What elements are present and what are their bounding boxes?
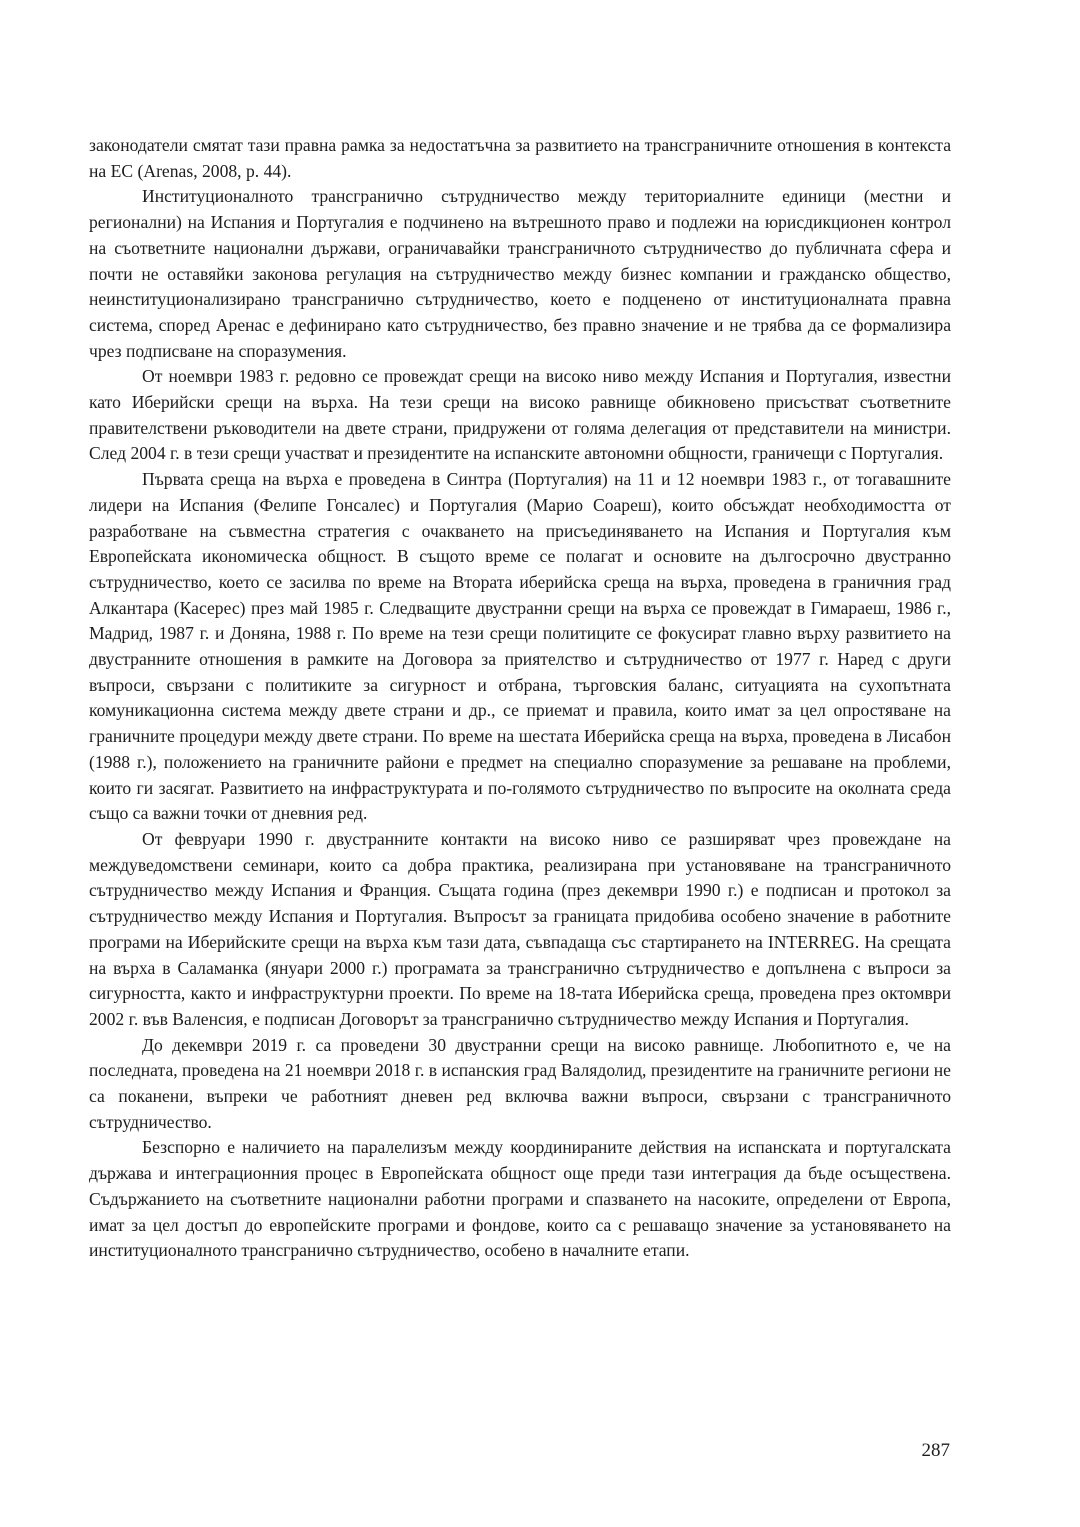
paragraph-bilateral-meetings: До декември 2019 г. са проведени 30 двустранни срещи на високо равнище. Любопитното е, че на последната, проведена на 21 ноември 2018 г. в испанския град Валядолид, президентите на граничните региони не са поканени, въпреки че работният дневен ред включва важни въпроси, свързани с трансграничното сътрудничество. (89, 1034, 951, 1132)
paragraph-interministerial-seminars: От февруари 1990 г. двустранните контакти на високо ниво се разширяват чрез провеждане на междуведомствени семинари, които са добра практика, реализирана при установяване на трансграничното сътрудничество между Испания и Франция. Същата година (през декември 1990 г.) е подписан и протокол за сътрудничество между Испания и Португалия. Въпросът за границата придобива особено значение в работните програми на Иберийските срещи на върха към тази дата, съвпадаща със стартирането на INTERREG. На срещата на върха в Саламанка (януари 2000 г.) програмата за трансгранично сътрудничество е допълнена с въпроси за сигурността, както и инфраструктурни проекти. По време на 18-тата Иберийска среща, проведена през октомври 2002 г. във Валенсия, е подписан Договорът за трансгранично сътрудничество между Испания и Португалия. (89, 828, 951, 1029)
body-text (89, 133, 951, 1264)
paragraph-continued: законодатели смятат тази правна рамка за недостатъчна за развитието на трансграничните отношения в контекста на ЕС (Arenas, 2008, p. 44). (89, 135, 951, 181)
paragraph-first-summit: Първата среща на върха е проведена в Синтра (Португалия) на 11 и 12 ноември 1983 г., от тогавашните лидери на Испания (Фелипе Гонсалес) и Португалия (Марио Соареш), които обсъждат необходимостта от разработване на съвместна стратегия с очакването на присъединяването на Испания и Португалия към Европейската икономическа общност. В същото време се полагат и основите на дългосрочно двустранно сътрудничество, което се засилва по време на Втората иберийска среща на върха, проведена в граничния град Алкантара (Касерес) през май 1985 г. Следващите двустранни срещи на върха се провеждат в Гимараеш, 1986 г., Мадрид, 1987 г. и Доняна, 1988 г. По време на тези срещи политиците се фокусират главно върху развитието на двустранните отношения в рамките на Договора за приятелство и сътрудничество от 1977 г. Наред с други въпроси, свързани с политиките за сигурност и отбрана, търговския баланс, ситуацията на сухопътната комуникационна система между двете страни и др., се приемат и правила, които имат за цел опростяване на граничните процедури между двете страни. По време на шестата Иберийска среща на върха, проведена в Лисабон (1988 г.), положението на граничните райони е предмет на специално споразумение за решаване на проблеми, които ги засягат. Развитието на инфраструктурата и по-голямото сътрудничество по въпросите на околната среда също са важни точки от дневния ред. (89, 469, 951, 824)
page-number: 287 (921, 1440, 950, 1461)
paragraph-institutional-cooperation: Институционалното трансгранично сътрудничество между териториалните единици (местни и регионални) на Испания и Португалия е подчинено на вътрешното право и подлежи на юрисдикционен контрол на съответните национални държави, ограничавайки трансграничното сътрудничество до публичната сфера и почти не оставяйки законова регулация на сътрудничество между бизнес компании и гражданско общество, неинституционализирано трансгранично сътрудничество, което е подценено от институционалната правна система, според Аренас е дефинирано като сътрудничество, без правно значение и не трябва да се формализира чрез подписване на споразумения. (89, 186, 951, 361)
paragraph-iberian-summits: От ноември 1983 г. редовно се провеждат срещи на високо ниво между Испания и Португалия, известни като Иберийски срещи на върха. На тези срещи на високо равнище обикновено присъстват съответните правителствени ръководители на двете страни, придружени от голяма делегация от представители на министри. След 2004 г. в тези срещи участват и президентите на испанските автономни общности, граничещи с Португалия. (89, 366, 951, 464)
paragraph-parallelism: Безспорно е наличието на паралелизъм между координираните действия на испанската и португалската държава и интеграционния процес в Европейската общност още преди тази интеграция да бъде осъществена. Съдържанието на съответните национални работни програми и спазването на насоките, определени от Европа, имат за цел достъп до европейските програми и фондове, които са с решаващо значение за установяването на институционалното трансгранично сътрудничество, особено в началните етапи. (89, 1137, 951, 1261)
